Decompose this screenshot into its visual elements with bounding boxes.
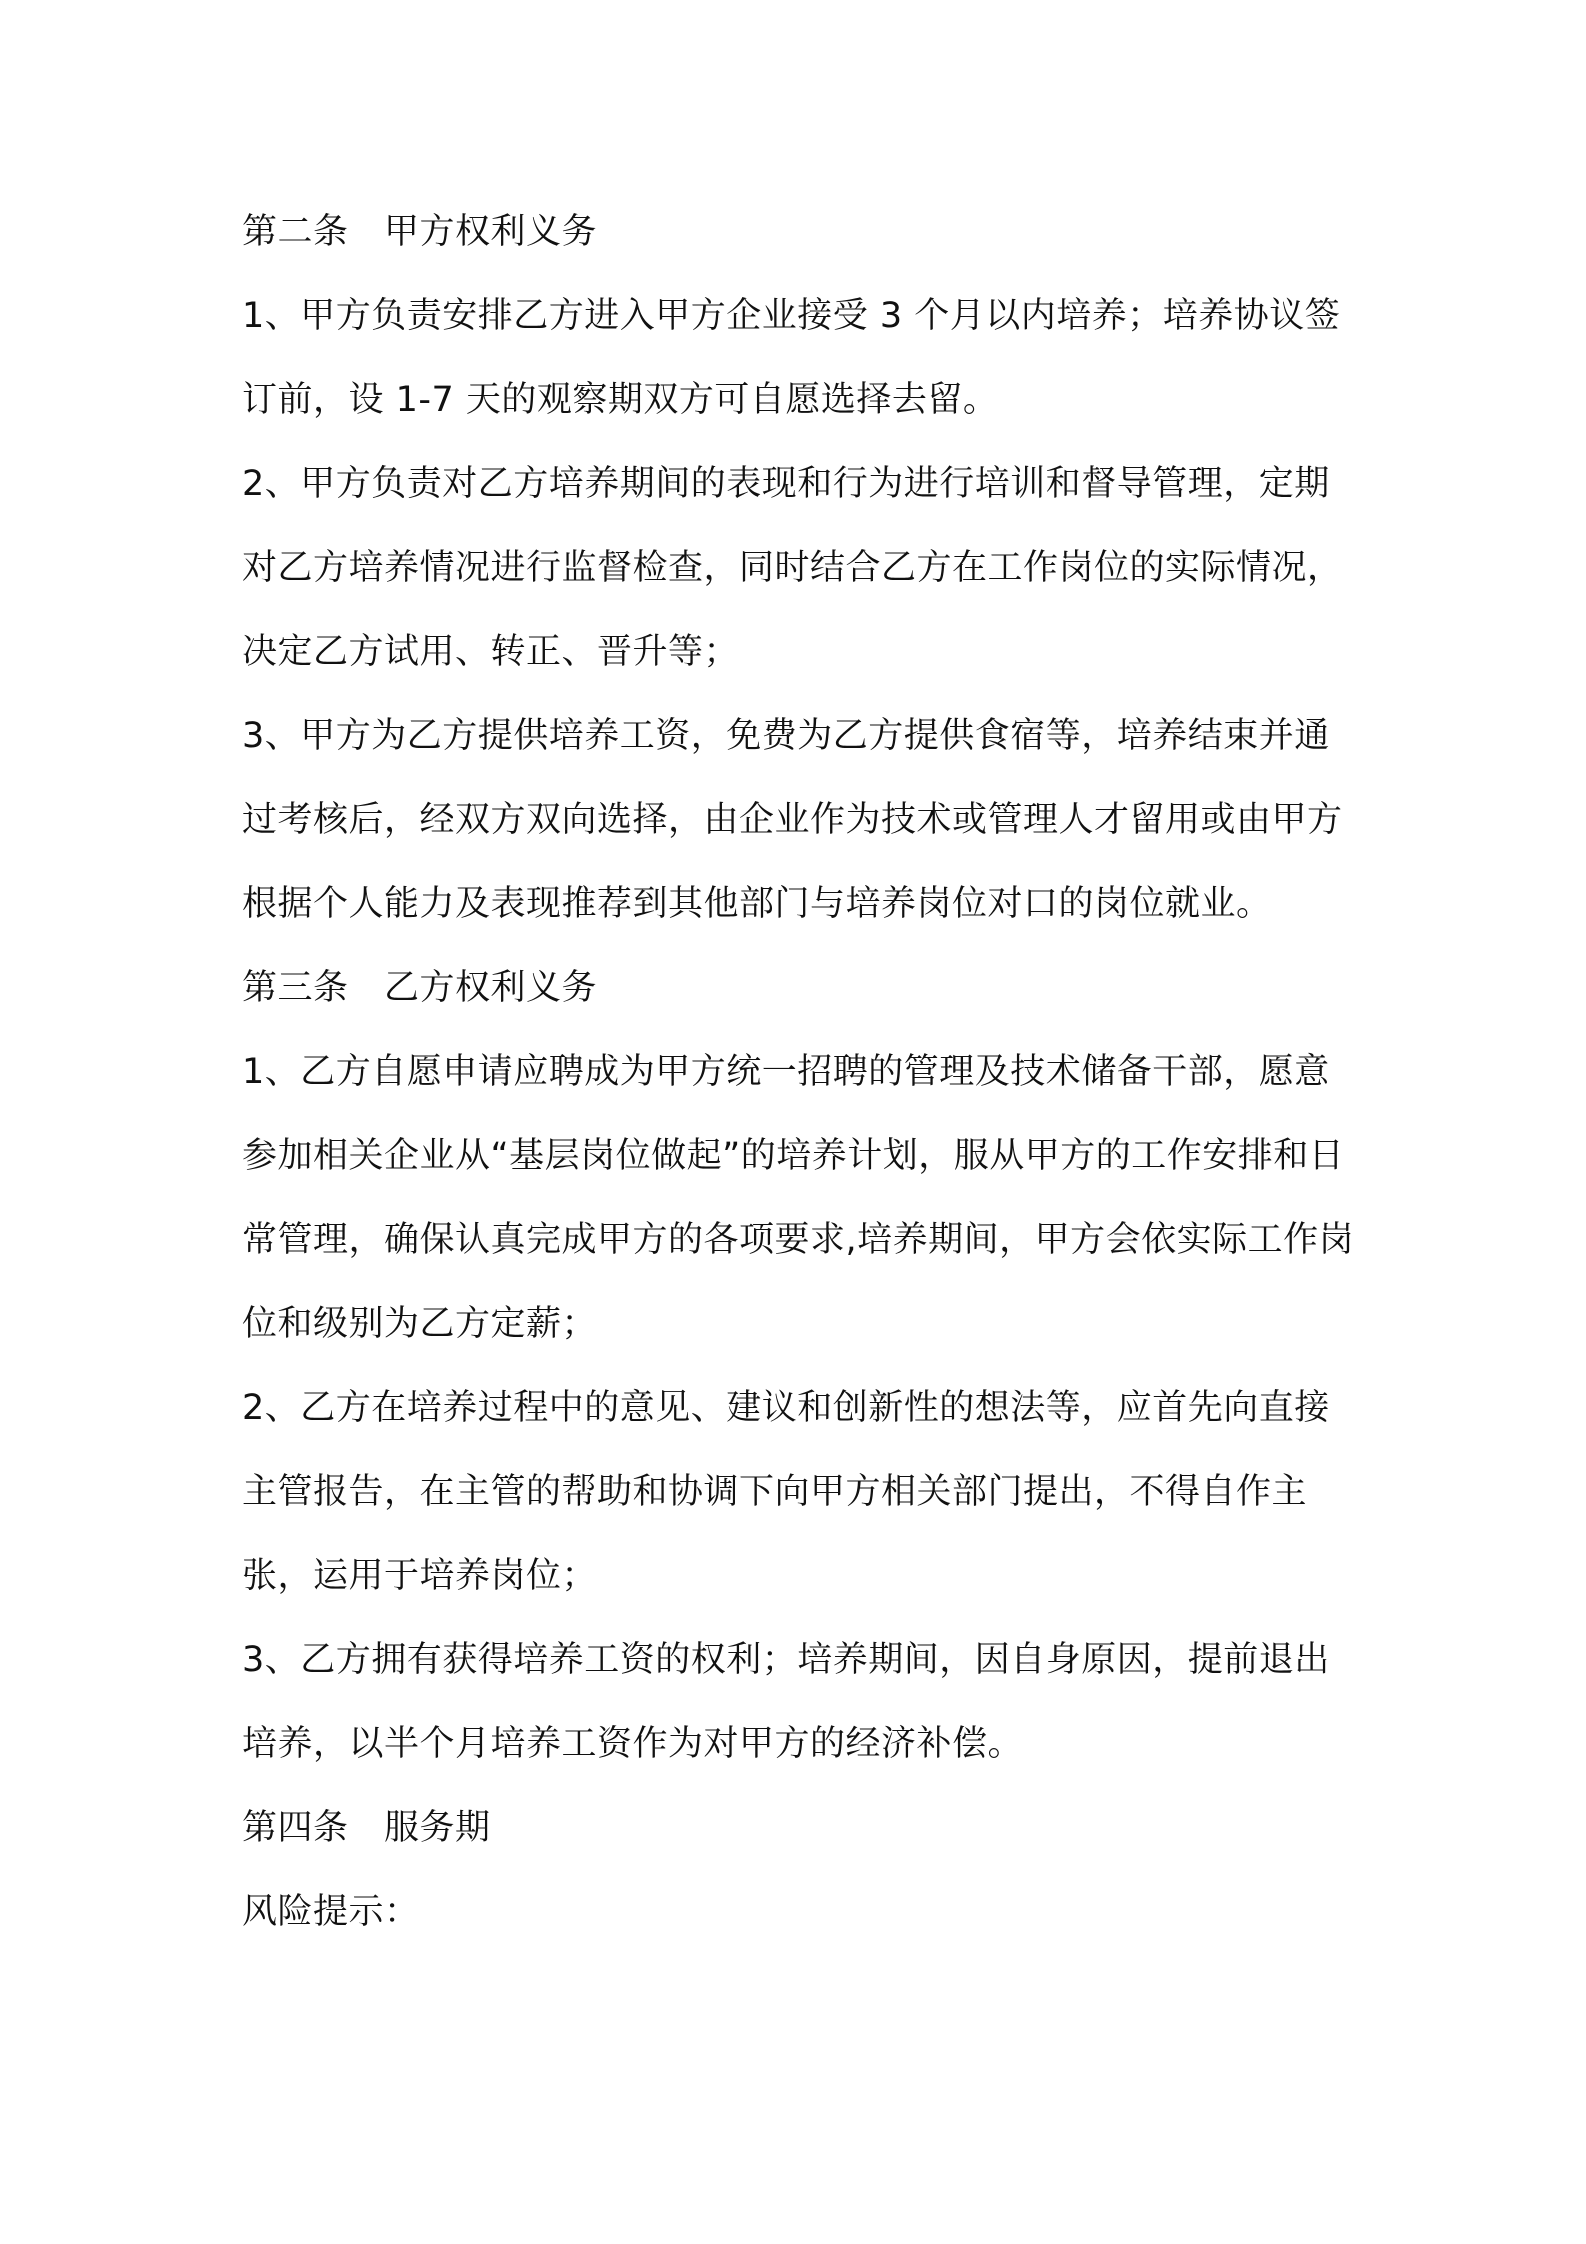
paragraph-article-3-item-2: 2、乙方在培养过程中的意见、建议和创新性的想法等，应首先向直接主管报告，在主管的帮助和协调下向甲方相关部门提出，不得自作主张，运用于培养岗位； — [242, 1388, 1330, 1596]
section-title-article-4: 第四条 服务期 — [242, 1808, 491, 1848]
section-title-article-3: 第三条 乙方权利义务 — [242, 968, 598, 1008]
paragraph-article-2-item-3: 3、甲方为乙方提供培养工资，免费为乙方提供食宿等，培养结束并通过考核后，经双方双向选择，由企业作为技术或管理人才留用或由甲方根据个人能力及表现推荐到其他部门与培养岗位对口的岗位就业。 — [242, 716, 1343, 924]
section-title-article-2: 第二条 甲方权利义务 — [242, 212, 598, 252]
paragraph-article-3-item-3: 3、乙方拥有获得培养工资的权利；培养期间，因自身原因，提前退出培养，以半个月培养工资作为对甲方的经济补偿。 — [242, 1640, 1330, 1764]
paragraph-article-2-item-2: 2、甲方负责对乙方培养期间的表现和行为进行培训和督导管理，定期对乙方培养情况进行监督检查，同时结合乙方在工作岗位的实际情况，决定乙方试用、转正、晋升等； — [242, 464, 1343, 672]
risk-note: 风险提示： — [242, 1892, 420, 1932]
document-content — [242, 190, 1360, 1954]
paragraph-article-3-item-1: 1、乙方自愿申请应聘成为甲方统一招聘的管理及技术储备干部，愿意参加相关企业从“基层岗位做起”的培养计划，服从甲方的工作安排和日常管理，确保认真完成甲方的各项要求,培养期间，甲方会依实际工作岗位和级别为乙方定薪； — [242, 1052, 1355, 1344]
paragraph-article-2-item-1: 1、甲方负责安排乙方进入甲方企业接受 3 个月以内培养；培养协议签订前，设 1-7 天的观察期双方可自愿选择去留。 — [242, 296, 1341, 420]
